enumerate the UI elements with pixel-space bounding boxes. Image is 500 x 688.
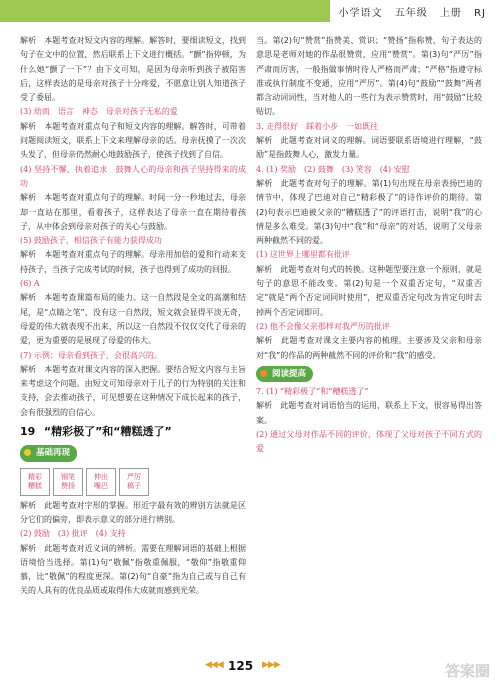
- answer-line: (6) A: [20, 279, 40, 289]
- analysis-paragraph: 解析 此题考查对字形的掌握。形近字最有效的辨别方法就是区分它们的偏旁，即表示意义的部分进行辨别。: [20, 500, 246, 524]
- term-label: 上册: [439, 8, 462, 19]
- analysis-paragraph: 解析 此题考查对句子的理解。第(1)句出现在母亲表扬巴迪的情节中，体现了巴迪对自己“精彩极了”的诗作评价的期待。第(2)句表示巴迪被父亲的“糟糕透了”的评语打击，说明“我”的心情是多么难受。第(3)句中“我”和“母亲”的对话，说明了父母亲两种截然不同的爱。: [256, 178, 482, 246]
- answer-line: (2) 他不会像父亲那样对我严厉的批评: [256, 321, 390, 331]
- watermark-logo: 答案圈: [444, 662, 490, 680]
- analysis-paragraph: 解析 本题考查对重点句子的理解。母亲用加倍的爱和行动来支持孩子，当孩子完成考试的时候，孩子也得到了成功的回报。: [20, 250, 246, 274]
- grade-label: 五年级: [394, 8, 428, 19]
- answer-box: 伸出 嘴巴: [86, 468, 116, 496]
- header-color-band: [0, 0, 330, 22]
- analysis-paragraph: 解析 此题考查对课文主要内容的梳理。主要涉及父亲和母亲对“我”的作品的两种截然不同的评价和“我”的感受。: [256, 336, 482, 360]
- edition-label: RJ: [474, 8, 486, 19]
- answer-line: (1) 这世界上哪里都有批评: [256, 250, 350, 260]
- unit-title: “精彩极了”和“糟糕透了”: [43, 425, 172, 439]
- answer-line: 3. 走得很好 踩着小步 一如既往: [256, 121, 379, 131]
- analysis-paragraph: 解析 本题考查课篇布局的能力。这一自然段是全文的高潮和结尾，是“点睛之笔”，没有这一自然段，短文就会显得平淡无奇，母爱的伟大就表现不出来，所以这一自然段不仅仅交代了母亲的爱，更为重要的是展现了母爱的伟大。: [20, 293, 246, 346]
- answer-line: (3) 幼而 语言 神态 母亲对孩子无私的爱: [20, 107, 178, 117]
- subject-label: 小学语文: [338, 8, 383, 19]
- next-arrows-icon: ▶▶▶: [262, 660, 280, 670]
- answer-line: (4) 坚持不懈、执着追求 鼓舞人心的母亲和孩子坚持得来的成功: [20, 164, 246, 188]
- analysis-paragraph: 解析 此题考查对句式的转换。这种题型要注意一个原则，就是句子的意思不能改变。第(2)句是一个双重否定句，“双重否定”就是“两个否定词同时使用”，把双重否定句改为肯定句时去掉两个否定词即可。: [256, 264, 482, 317]
- answer-line: (7) 示例：母亲看到孩子，会很高兴的。: [20, 350, 162, 360]
- prev-arrows-icon: ◀◀◀: [205, 660, 223, 670]
- unit-heading: [20, 425, 246, 439]
- header-meta: [331, 4, 486, 19]
- analysis-paragraph: 解析 此题考查对近义词的辨析。需要在理解词语的基础上根据语境恰当选择。第(1)句“敬佩”指敬重佩服，“敬仰”指敬重仰慕，比“敬佩”的程度更深。第(2)句“自豪”指为自己或与自己有关的人具有的优良品质或取得伟大成就而感到光荣。: [20, 543, 246, 596]
- analysis-paragraph: 解析 本题考查对重点句子和短文内容的理解。解答时，可带着问题阅读短文，联系上下文来理解母亲的话。母亲抚摸了一次次头发了，但母亲仍然耐心地鼓励孩子，使孩子找到了自信。: [20, 121, 246, 160]
- answer-box: 钢笔 赞扬: [53, 468, 83, 496]
- answer-line: 4. (1) 奖励 (2) 鼓舞 (3) 笑容 (4) 安慰: [256, 164, 410, 174]
- page-number: 125: [228, 659, 254, 673]
- analysis-paragraph: 当。第(2)句“赞赏”指赞美、赏识；“赞扬”指称赞，句子表达的意思是老师对她的作品很赞赏，应用“赞赏”。第(3)句“严厉”指严肃而厉害，一般指做事情时待人严格而严肃；“严格”指遵守标准或执行制度不变通，应用“严厉”。第(4)句“鼓励”“鼓舞”两者都含动词词性，当对他人的一些行为表示赞赏时，用“鼓励”比较贴切。: [256, 36, 482, 117]
- answer-box: 精彩 糟糕: [20, 468, 50, 496]
- answer-box: 严厉 稿子: [119, 468, 149, 496]
- right-column: [256, 34, 482, 457]
- analysis-paragraph: 解析 本题考查对短文内容的理解。解答时，要细读短文，找到句子在文中的位置，然后联系上下文进行概括。“颤”指停顿，为什么她“颤了一下”？由下文可知，是因为母亲听到孩子被陷害后，这样表达的是母亲对孩子十分疼爱，不愿意让别人知道孩子受了委屈。: [20, 36, 246, 103]
- answer-line: 7. (1) “精彩极了”和“糟糕透了”: [256, 387, 369, 397]
- analysis-paragraph: 解析 此题考查对词语恰当的运用，联系上下文，很容易得出答案。: [256, 401, 482, 425]
- page-header: [0, 0, 500, 30]
- section-pill-basic: 基础再现: [20, 445, 77, 461]
- unit-number: 19: [20, 425, 36, 439]
- page-footer: [0, 652, 500, 688]
- analysis-paragraph: 解析 此题考查对词义的理解。词语要联系语境进行理解，“鼓励”是指鼓舞人心，激发力量。: [256, 136, 482, 160]
- section-pill-reading: 阅读提高: [256, 366, 313, 382]
- answer-line: (2) 鼓励 (3) 批评 (4) 支持: [20, 529, 126, 539]
- analysis-paragraph: 解析 本题考查对重点句子的理解。时间一分一秒地过去，母亲却一直站在那里，看着孩子，这样表达了母亲一直在期待着孩子，从中体会到母亲对孩子的关心与鼓励。: [20, 193, 246, 231]
- analysis-paragraph: 解析 本题考查对课文内容的深入把握。要结合短文内容与主旨来考虑这个问题。由短文可知母亲对于儿子的行为特别的关注和支持，会去推动孩子，可见想要在这种情况下成长起来的孩子，会有很强烈的自信心。: [20, 364, 246, 417]
- answer-line: (2) 通过父母对作品不同的评价，体现了父母对孩子不同方式的爱: [256, 430, 482, 454]
- answer-boxes: [20, 468, 246, 496]
- answer-line: (5) 鼓励孩子，相信孩子有能力获得成功: [20, 236, 162, 246]
- left-column: [20, 34, 246, 599]
